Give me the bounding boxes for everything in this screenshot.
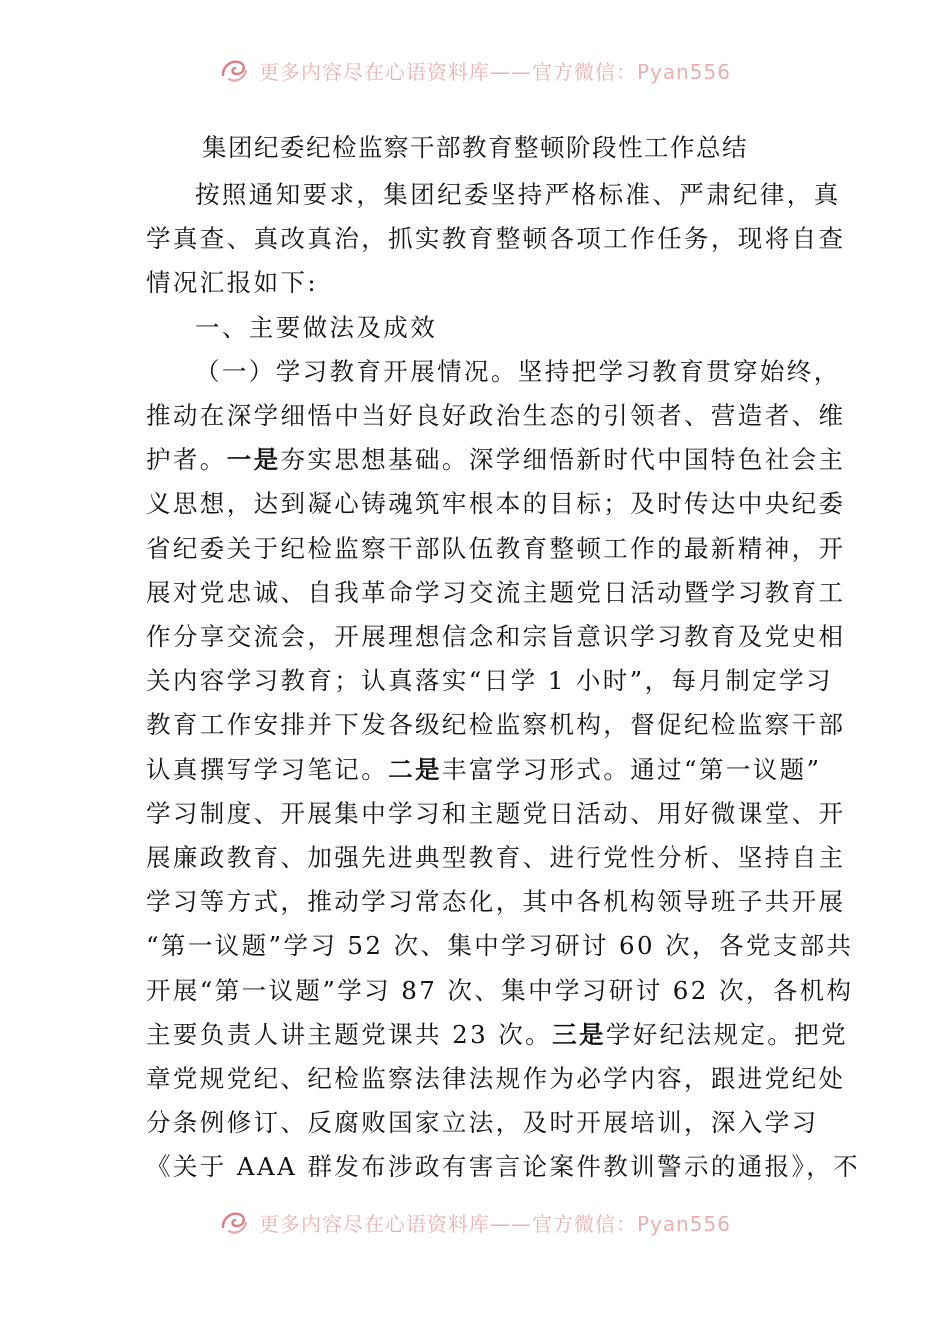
text-segment: 推动在深学细悟中当好良好政治生态的引领者、营造者、维 (146, 401, 846, 430)
text-line (195, 350, 841, 394)
watermark-text: 更多内容尽在心语资料库——官方微信：Pyan556 (258, 1211, 731, 1236)
text-line (146, 438, 846, 482)
text-line (146, 1145, 861, 1189)
text-line (146, 792, 846, 836)
watermark-text: 更多内容尽在心语资料库——官方微信：Pyan556 (258, 59, 731, 84)
text-segment: 丰富学习形式。通过“第一议题” (441, 754, 822, 784)
text-segment: 学习制度、开展集中学习和主题党日活动、用好微课堂、开 (146, 798, 846, 828)
text-segment: 《关于 AAA 群发布涉政有害言论案件教训警示的通报》，不 (146, 1152, 861, 1182)
text-line (146, 482, 846, 526)
text-segment: 义思想，达到凝心铸魂筑牢根本的目标；及时传达中央纪委 (146, 489, 846, 519)
watermark-bottom (0, 1202, 950, 1242)
text-segment: 主要负责人讲主题党课共 23 次。 (146, 1019, 553, 1049)
text-line (195, 173, 841, 217)
text-segment: 章党规党纪、纪检监察法律法规作为必学内容，跟进党纪处 (146, 1064, 846, 1093)
text-line (195, 306, 810, 350)
bold-marker: 一是 (226, 445, 281, 475)
text-line (146, 703, 846, 747)
text-segment: 学好纪法规定。把党 (605, 1019, 848, 1049)
text-line (146, 1101, 819, 1145)
text-segment: 按照通知要求，集团纪委坚持严格标准、严肃纪律，真 (195, 180, 841, 209)
text-line (146, 969, 854, 1013)
text-line (146, 527, 846, 571)
text-line (146, 394, 846, 438)
text-segment: 教育工作安排并下发各级纪检监察机构，督促纪检监察干部 (146, 710, 846, 740)
text-line (146, 571, 846, 615)
text-line (146, 748, 822, 792)
text-segment: 情况汇报如下: (146, 268, 319, 298)
text-segment: 展对党忠诚、自我革命学习交流主题党日活动暨学习教育工 (146, 577, 846, 607)
text-line (146, 880, 846, 924)
text-line (146, 615, 846, 659)
text-line (146, 261, 810, 305)
text-segment: 作分享交流会，开展理想信念和宗旨意识学习教育及党史相 (146, 622, 846, 651)
text-line (146, 924, 854, 968)
text-line (146, 659, 833, 703)
text-segment: 一、主要做法及成效 (195, 312, 438, 342)
text-segment: （一）学习教育开展情况。坚持把学习教育贯穿始终， (195, 356, 841, 386)
text-segment: 认真撰写学习笔记。 (146, 754, 389, 784)
text-segment: 学真查、真改真治，抓实教育整顿各项工作任务，现将自查 (146, 224, 846, 254)
text-segment: 学习等方式，推动学习常态化，其中各机构领导班子共开展 (146, 887, 846, 917)
text-line (146, 836, 846, 880)
text-segment: 夯实思想基础。深学细悟新时代中国特色社会主 (280, 445, 846, 475)
text-line (146, 1057, 846, 1101)
text-line (146, 1013, 848, 1057)
text-segment: 关内容学习教育；认真落实“日学 1 小时”，每月制定学习 (146, 666, 833, 696)
text-segment: 分条例修订、反腐败国家立法，及时开展培训，深入学习 (146, 1108, 819, 1138)
text-line (146, 217, 846, 261)
text-segment: 省纪委关于纪检监察干部队伍教育整顿工作的最新精神，开 (146, 533, 846, 563)
text-segment: “第一议题”学习 52 次、集中学习研讨 60 次，各党支部共 (146, 931, 854, 961)
text-segment: 护者。 (146, 445, 227, 475)
logo-swirl-icon (219, 1207, 249, 1237)
text-segment: 展廉政教育、加强先进典型教育、进行党性分析、坚持自主 (146, 843, 846, 872)
bold-marker: 三是 (552, 1019, 606, 1049)
document-title: 集团纪委纪检监察干部教育整顿阶段性工作总结 (202, 133, 748, 162)
text-segment: 开展“第一议题”学习 87 次、集中学习研讨 62 次，各机构 (146, 975, 854, 1005)
bold-marker: 二是 (388, 754, 442, 784)
